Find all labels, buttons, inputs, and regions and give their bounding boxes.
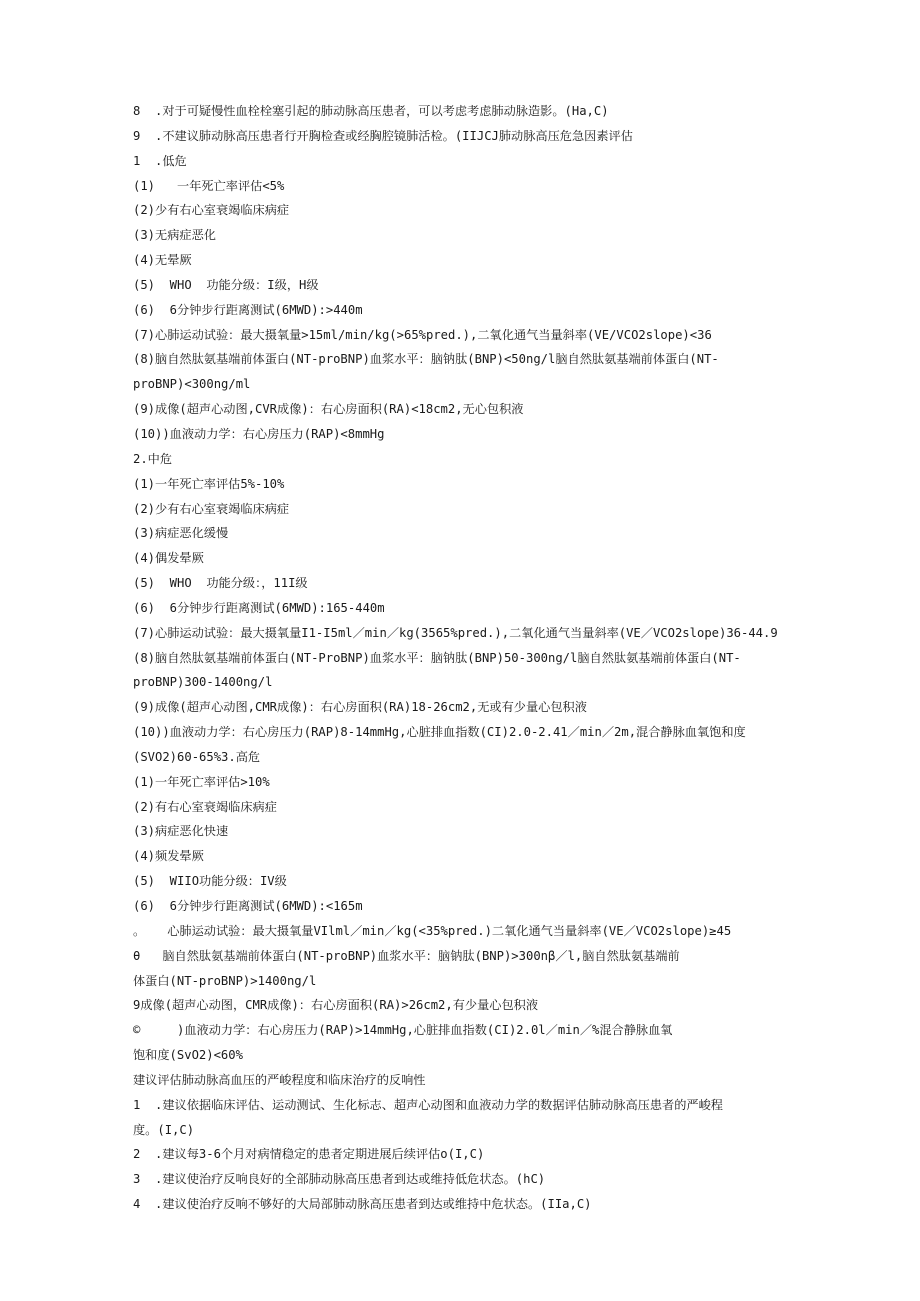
text-line: (2)少有右心室衰竭临床病症	[133, 203, 290, 218]
text-line: (3)病症恶化快速	[133, 824, 229, 839]
text-line: © )血液动力学：右心房压力(RAP)>14mmHg,心脏排血指数(CI)2.0l／min／%混合静脉血氧	[133, 1023, 673, 1038]
text-line: (7)心肺运动试验：最大摄氧量>15ml/min/kg(>65%pred.),二氧化通气当量斜率(VE/VCO2slope)<36	[133, 327, 712, 342]
text-line: (2)有右心室衰竭临床病症	[133, 799, 277, 814]
text-line: (1)一年死亡率评估5%-10%	[133, 476, 285, 491]
document-text	[133, 99, 833, 1217]
text-line: 9 .不建议肺动脉高压患者行开胸检查或经胸腔镜肺活检。(IIJCJ肺动脉高压危急因素评估	[133, 128, 633, 143]
text-line: 4 .建议使治疗反响不够好的大局部肺动脉高压患者到达或维持中危状态。(IIa,C)	[133, 1197, 592, 1212]
text-line: proBNP)300-1400ng/l	[133, 675, 273, 690]
text-line: (10))血液动力学：右心房压力(RAP)<8mmHg	[133, 426, 385, 441]
text-line: 体蛋白(NT-proBNP)>1400ng/l	[133, 973, 317, 988]
text-line: (8)脑自然肽氨基端前体蛋白(NT-proBNP)血浆水平：脑钠肽(BNP)<50ng/l脑自然肽氨基端前体蛋白(NT-	[133, 352, 719, 367]
text-line: (3)病症恶化缓慢	[133, 526, 229, 541]
text-line: 饱和度(SvO2)<60%	[133, 1048, 243, 1063]
text-line: (5) WHO 功能分级：，11I级	[133, 576, 308, 591]
text-line: 2.中危	[133, 451, 173, 466]
text-line: 。 心肺运动试验：最大摄氧量VIlml／min／kg(<35%pred.)二氧化通气当量斜率(VE／VCO2slope)≥45	[133, 923, 732, 938]
text-line: 3 .建议使治疗反响良好的全部肺动脉高压患者到达或维持低危状态。(hC)	[133, 1172, 546, 1187]
text-line: 建议评估肺动脉高血压的严峻程度和临床治疗的反响性	[133, 1072, 426, 1087]
text-line: 9成像(超声心动图，CMR成像)：右心房面积(RA)>26cm2,有少量心包积液	[133, 998, 539, 1013]
text-line: (4)偶发晕厥	[133, 551, 204, 566]
text-line: (9)成像(超声心动图,CVR成像)：右心房面积(RA)<18cm2,无心包积液	[133, 402, 524, 417]
text-line: proBNP)<300ng/ml	[133, 377, 251, 392]
text-line: (9)成像(超声心动图,CMR成像)：右心房面积(RA)18-26cm2,无或有少量心包积液	[133, 700, 587, 715]
text-line: (5) WIIO功能分级：IV级	[133, 874, 287, 889]
text-line: (4)频发晕厥	[133, 849, 204, 864]
text-line: (1)一年死亡率评估>10%	[133, 774, 270, 789]
text-line: (SVO2)60-65%3.高危	[133, 749, 261, 764]
text-line: (6) 6分钟步行距离测试(6MWD):<165m	[133, 899, 363, 913]
text-line: (6) 6分钟步行距离测试(6MWD):>440m	[133, 302, 363, 317]
text-line: 度。(I,C)	[133, 1122, 195, 1137]
text-line: 2 .建议每3-6个月对病情稳定的患者定期进展后续评估o(I,C)	[133, 1147, 485, 1162]
text-line: (7)心肺运动试验：最大摄氧量I1-I5ml／min／kg(3565%pred.),二氧化通气当量斜率(VE／VCO2slope)36-44.9	[133, 625, 778, 640]
text-line: (1) 一年死亡率评估<5%	[133, 178, 285, 193]
text-line: 1 .建议依据临床评估、运动测试、生化标志、超声心动图和血液动力学的数据评估肺动脉高压患者的严峻程	[133, 1097, 723, 1112]
text-line: 8 .对于可疑慢性血栓栓塞引起的肺动脉高压患者，可以考虑考虑肺动脉造影。(Ha,C)	[133, 104, 609, 118]
text-line: (8)脑自然肽氨基端前体蛋白(NT-ProBNP)血浆水平：脑钠肽(BNP)50-300ng/l脑自然肽氨基端前体蛋白(NT-	[133, 650, 741, 665]
text-line: (3)无病症恶化	[133, 228, 216, 243]
text-line: (5) WHO 功能分级：I级，H级	[133, 277, 319, 292]
text-line: (2)少有右心室衰竭临床病症	[133, 501, 290, 516]
text-line: (10))血液动力学：右心房压力(RAP)8-14mmHg,心脏排血指数(CI)2.0-2.41／min／2m,混合静脉血氧饱和度	[133, 725, 746, 740]
text-line: (4)无晕厥	[133, 253, 192, 268]
text-line: θ 脑自然肽氨基端前体蛋白(NT-proBNP)血浆水平：脑钠肽(BNP)>300nβ／l,脑自然肽氨基端前	[133, 948, 680, 963]
text-line: (6) 6分钟步行距离测试(6MWD):165-440m	[133, 600, 385, 615]
text-line: 1 .低危	[133, 153, 187, 168]
